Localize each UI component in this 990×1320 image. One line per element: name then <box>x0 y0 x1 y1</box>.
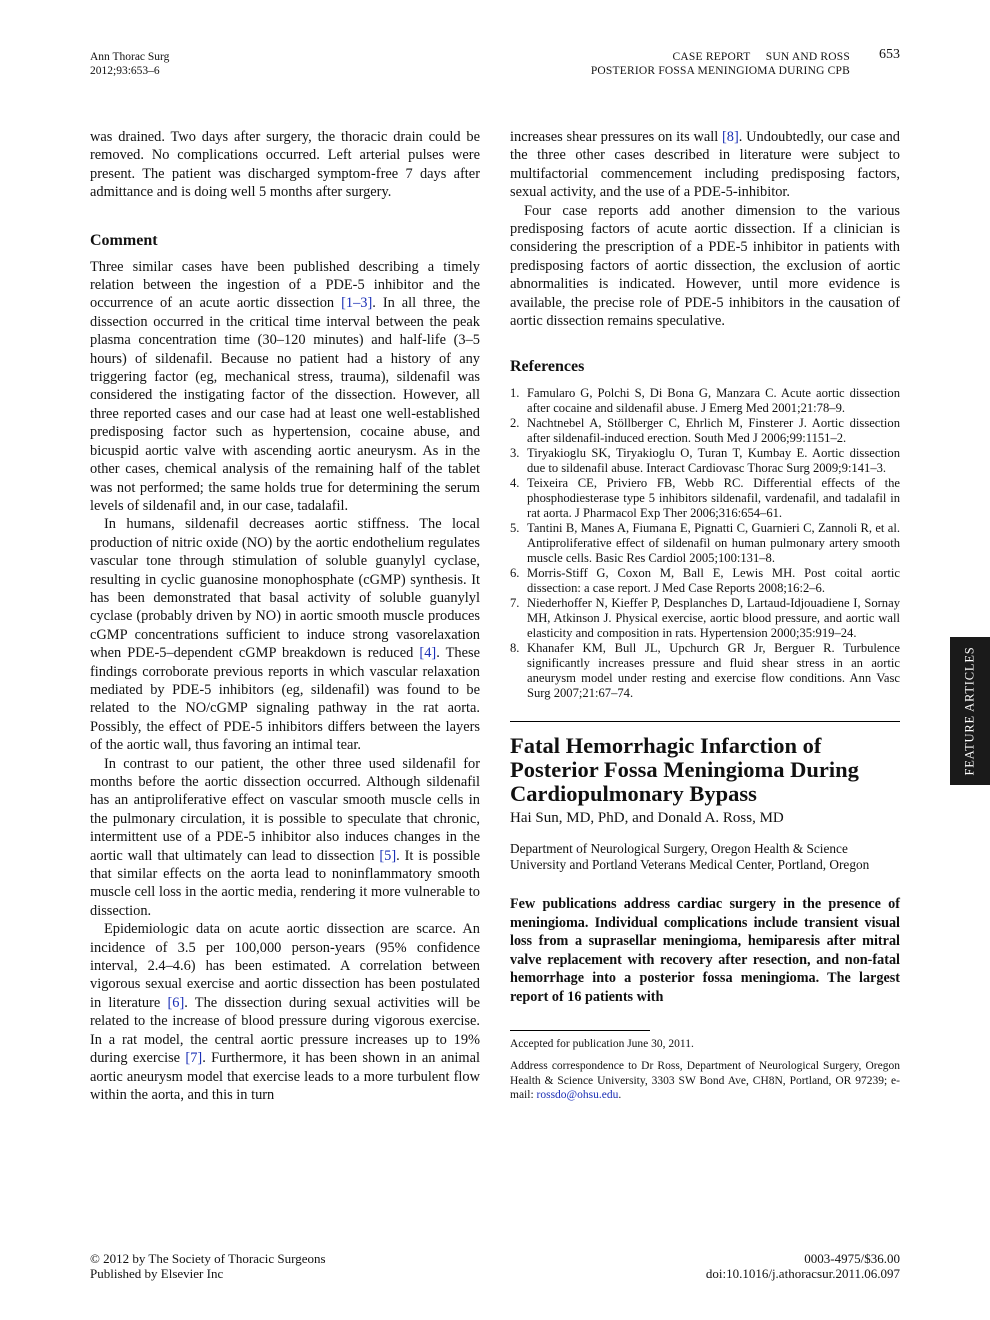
comment-heading: Comment <box>90 231 158 249</box>
citation-link[interactable]: [8] <box>722 129 739 145</box>
reference-item: 1. Famularo G, Polchi S, Di Bona G, Manzara C. Acute aortic dissection after cocaine and sildenafil abuse. J Emerg Med 2001;21:78–9. <box>510 386 900 416</box>
section-divider <box>510 721 900 722</box>
footer-left <box>90 1251 326 1281</box>
reference-item: 8. Khanafer KM, Bull JL, Upchurch GR Jr, Berguer R. Turbulence significantly increases pressure and fluid shear stress in an aortic aneurysm model under resting and exercise flow conditions. Ann Vasc Surg 2007;21:67–74. <box>510 641 900 701</box>
citation-link[interactable]: [6] <box>167 994 185 1011</box>
paragraph: was drained. Two days after surgery, the thoracic drain could be removed. No complications occurred. Left arterial pulses were present. The patient was discharged symptom-free 7 days after admittance and is doing well 5 months after surgery. <box>90 129 480 201</box>
publisher: Published by Elsevier Inc <box>90 1266 224 1281</box>
right-column <box>510 128 900 1103</box>
reference-item: 5. Tantini B, Manes A, Fiumana E, Pignatti C, Guarnieri C, Zannoli R, et al. Antiproliferative effect of sildenafil on human pulmonary artery smooth muscle cells. Basic Res Cardiol 2005;100:131–8. <box>510 521 900 566</box>
footnote-accepted: Accepted for publication June 30, 2011. <box>510 1037 694 1050</box>
feature-articles-tab <box>950 637 990 785</box>
side-tab-label: FEATURE ARTICLES <box>962 646 977 776</box>
footnote-divider <box>510 1030 650 1031</box>
copyright: © 2012 by The Society of Thoracic Surgeons <box>90 1251 326 1266</box>
running-title: POSTERIOR FOSSA MENINGIOMA DURING CPB <box>590 65 850 77</box>
section-label: CASE REPORT <box>672 51 751 63</box>
reference-item: 4. Teixeira CE, Priviero FB, Webb RC. Differential effects of the phosphodiesterase type 5 inhibitors sildenafil, vardenafil, and tadalafil in rat aorta. J Pharmacol Exp Ther 2006;316:654–61. <box>510 476 900 521</box>
issn: 0003-4975/$36.00 <box>804 1251 900 1266</box>
citation-link[interactable]: [4] <box>419 645 437 662</box>
reference-list <box>510 386 900 701</box>
reference-item: 2. Nachtnebel A, Stöllberger C, Ehrlich M, Finsterer J. Aortic dissection after sildenafil-induced erection. South Med J 2006;99:1151–2. <box>510 416 900 446</box>
reference-item: 3. Tiryakioglu SK, Tiryakioglu O, Turan T, Kumbay E. Aortic dissection due to sildenafil abuse. Interact Cardiovasc Thorac Surg 2009;9:141–3. <box>510 446 900 476</box>
footer-right <box>706 1251 900 1281</box>
paragraph: increases shear pressures on its wall [8]. Undoubtedly, our case and the three other cases described in literature were subject to multifactorial commencement including predisposing factors, sexual activity, and the use of a PDE-5-inhibitor. <box>510 129 900 201</box>
paragraph: Epidemiologic data on acute aortic dissection are scarce. An incidence of 3.5 per 100,000 person-years (95% confidence interval, 2.4–4.6) has been estimated. A correlation between vigorous sexual exercise and aortic dissection has been postulated in literature [6]. The dissection during sexual activities will be related to the increase of blood pressure during vigorous exercise. In a rat model, the central aortic pressure increases up to 19% during exercise [7]. Furthermore, it has been shown in an animal aortic aneurysm model that exercise leads to a more turbulent flow within the aorta, and this in turn <box>90 921 481 1103</box>
paragraph: In humans, sildenafil decreases aortic stiffness. The local production of nitric oxide (NO) by the aortic endothelium regulates vascular tone through stimulation of soluble guanylyl cyclase, resulting in cyclic guanosine monophosphate (cGMP) synthesis. It has been demonstrated that basal activity of soluble guanylyl cyclase (probably driven by NO) in aortic smooth muscle produces cGMP concentrations sufficient to induce strong vasorelaxation when PDE-5–dependent cGMP breakdown is reduced [4]. These findings corroborate previous reports in which vascular relaxation mediated by PDE-5 inhibitors (eg, sildenafil) was found to be related to the NO/cGMP signaling pathway in the rat aorta. Possibly, the effect of PDE-5 inhibitors differs between the layers of the aortic wall, thus favoring an intimal tear. <box>90 516 481 754</box>
citation-link[interactable]: [5] <box>379 847 397 864</box>
affiliation: Department of Neurological Surgery, Oregon Health & Science University and Portland Veterans Medical Center, Portland, Oregon <box>510 841 870 873</box>
running-header-right <box>591 50 850 78</box>
citation-link[interactable]: [7] <box>185 1050 203 1067</box>
article-title: Fatal Hemorrhagic Infarction of Posterior Fossa Meningioma During Cardiopulmonary Bypass <box>510 733 859 807</box>
page-number: 653 <box>879 47 900 62</box>
doi: doi:10.1016/j.athoracsur.2011.06.097 <box>705 1266 900 1281</box>
paragraph: In contrast to our patient, the other three used sildenafil for months before the aortic dissection occurred. Although sildenafil has an antiproliferative effect on vascular smooth muscle cells in the pulmonary circulation, it is possible to speculate that chronic, intermittent use of a PDE-5 inhibitor also induces changes in the aortic wall that ultimately can lead to dissection [5]. It is possible that similar effects on the aorta lead to noninflammatory smooth muscle cell loss in the aortic media, rendering it more vulnerable to dissection. <box>90 755 480 919</box>
running-header-left <box>90 50 169 78</box>
paragraph: Four case reports add another dimension to the various predisposing factors of acute aortic dissection. If a clinician is considering the prescription of a PDE-5 inhibitor in patients with predisposing factors of aortic dissection, the exclusion of aortic abnormalities is indicated. However, until more evidence is available, the precise role of PDE-5 inhibitors in the causation of aortic dissection remains speculative. <box>510 202 900 330</box>
footnote-address: Address correspondence to Dr Ross, Department of Neurological Surgery, Oregon Health & Science University, 3303 SW Bond Ave, CH8N, Portland, OR 97239; e-mail: rossdo@ohsu.edu. <box>510 1060 900 1102</box>
email-link[interactable]: rossdo@ohsu.edu <box>536 1089 619 1102</box>
references-heading: References <box>510 358 585 376</box>
paragraph: Three similar cases have been published describing a timely relation between the ingestion of a PDE-5 inhibitor and the occurrence of an acute aortic dissection [1–3]. In all three, the dissection occurred in the critical time interval between the peak plasma concentration time (30–120 minutes) and half-life (3–5 hours) of sildenafil. Because no patient had a history of any triggering factor (eg, mechanical stress, trauma), sildenafil was considered the instigating factor of the dissection. However, all three reported cases and our case had at least one well-established predisposing factor such as hypertension, cocaine abuse, and bicuspid aortic valve with ascending aortic aneurysm. As in the other cases, chemical analysis of the remaining half of the tablet was not performed; the same holds true for determining the serum levels of sildenafil and, in our case, tadalafil. <box>90 258 480 514</box>
article-authors: Hai Sun, MD, PhD, and Donald A. Ross, MD <box>510 810 784 827</box>
reference-item: 6. Morris-Stiff G, Coxon M, Ball E, Lewis MH. Post coital aortic dissection: a case report. J Med Case Reports 2008;16:2–6. <box>510 566 900 596</box>
journal-name: Ann Thorac Surg <box>90 51 170 63</box>
journal-volume: 2012;93:653–6 <box>90 65 160 77</box>
reference-item: 7. Niederhoffer N, Kieffer P, Desplanches D, Lartaud-Idjouadiene I, Sornay MH, Atkinson J. Physical exercise, aortic blood pressure, and aortic wall elasticity and composition in rats. Hypertension 2000;35:919–24. <box>510 596 900 641</box>
header-authors: SUN AND ROSS <box>765 51 850 63</box>
abstract: Few publications address cardiac surgery in the presence of meningioma. Individual complications include transient visual loss from a suprasellar meningioma, hemiparesis after mitral valve replacement with recovery after resection, and non-fatal hemorrhage into a posterior fossa meningioma. The largest report of 16 patients with <box>510 896 900 1005</box>
citation-link[interactable]: [1–3] <box>341 295 373 312</box>
left-column <box>90 128 480 1104</box>
